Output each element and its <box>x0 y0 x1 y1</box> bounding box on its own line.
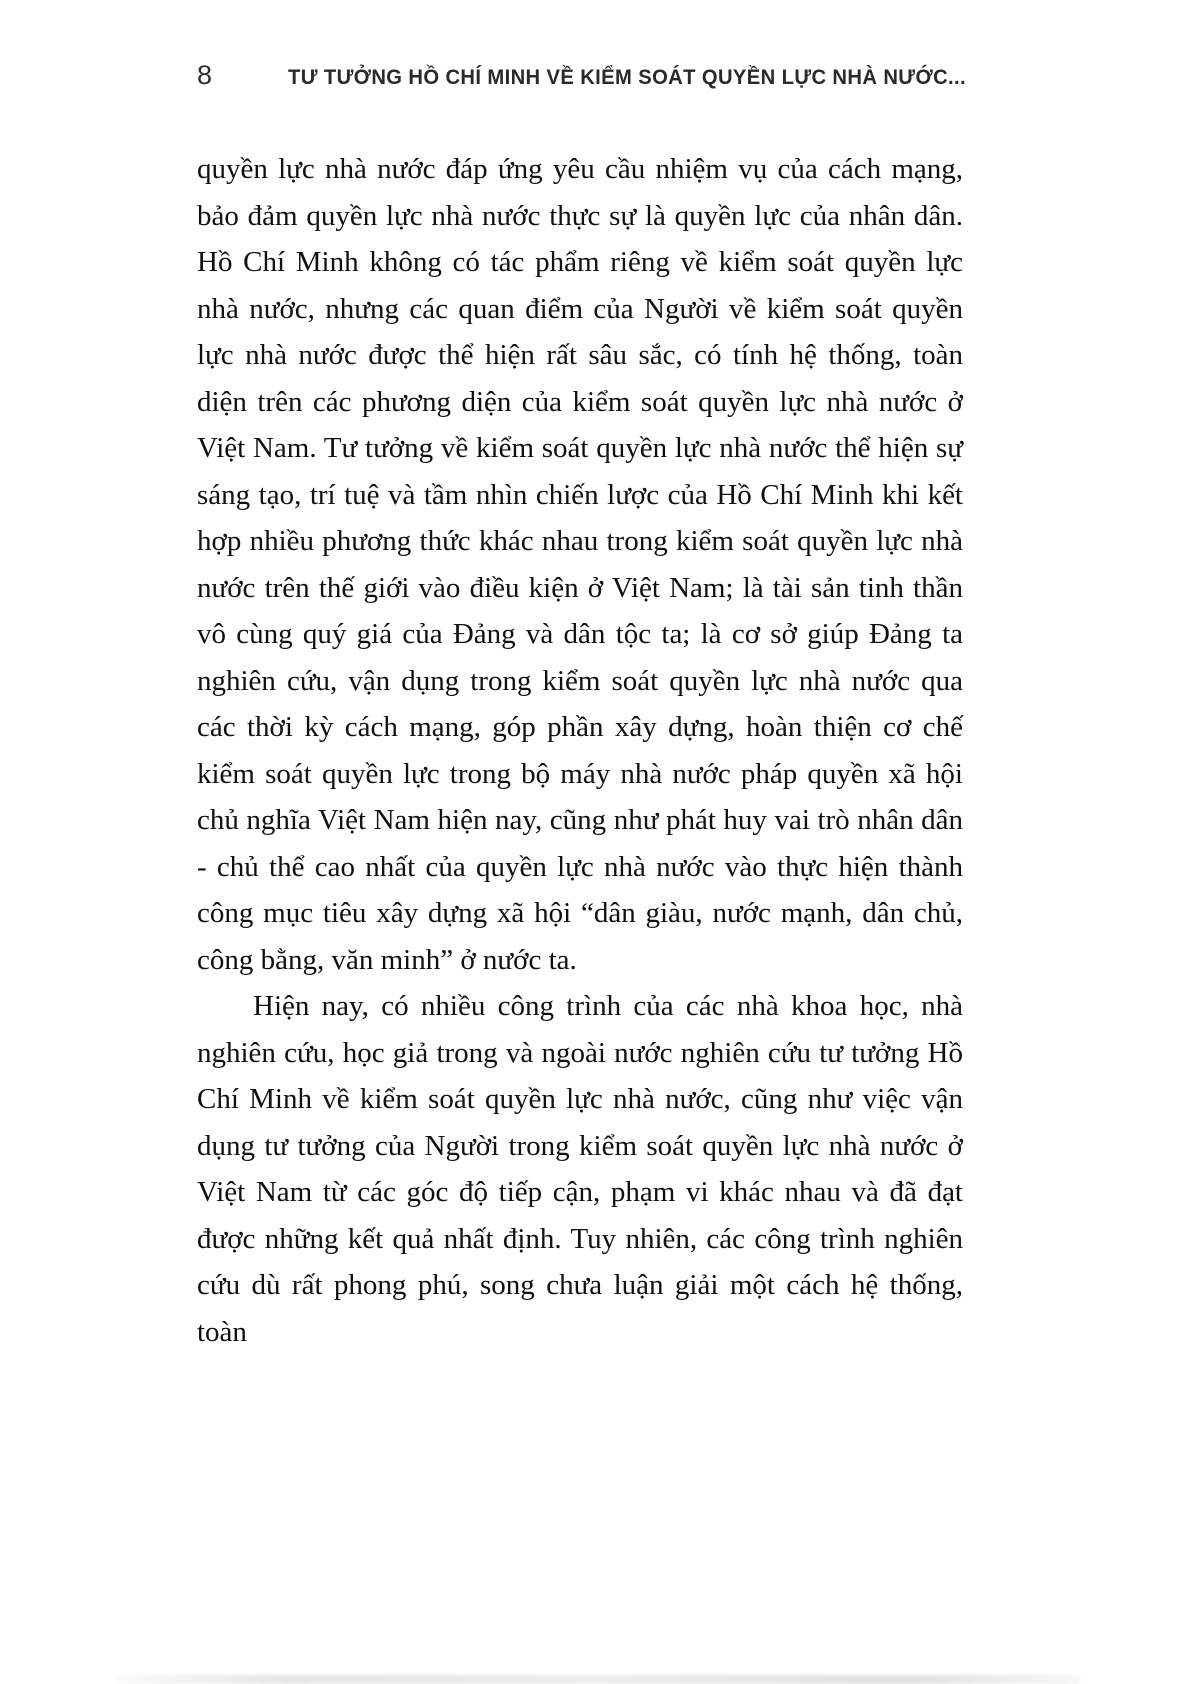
scan-edge-artifact <box>115 1675 1080 1684</box>
running-title: TƯ TƯỞNG HỒ CHÍ MINH VỀ KIỂM SOÁT QUYỀN LỰC NHÀ NƯỚC... <box>288 65 967 89</box>
page-header <box>197 60 967 91</box>
paragraph-continuation: quyền lực nhà nước đáp ứng yêu cầu nhiệm vụ của cách mạng, bảo đảm quyền lực nhà nước thực sự là quyền lực của nhân dân. Hồ Chí Minh không có tác phẩm riêng về kiểm soát quyền lực nhà nước, nhưng các quan điểm của Người về kiểm soát quyền lực nhà nước được thể hiện rất sâu sắc, có tính hệ thống, toàn diện trên các phương diện của kiểm soát quyền lực nhà nước ở Việt Nam. Tư tưởng về kiểm soát quyền lực nhà nước thể hiện sự sáng tạo, trí tuệ và tầm nhìn chiến lược của Hồ Chí Minh khi kết hợp nhiều phương thức khác nhau trong kiểm soát quyền lực nhà nước trên thế giới vào điều kiện ở Việt Nam; là tài sản tinh thần vô cùng quý giá của Đảng và dân tộc ta; là cơ sở giúp Đảng ta nghiên cứu, vận dụng trong kiểm soát quyền lực nhà nước qua các thời kỳ cách mạng, góp phần xây dựng, hoàn thiện cơ chế kiểm soát quyền lực trong bộ máy nhà nước pháp quyền xã hội chủ nghĩa Việt Nam hiện nay, cũng như phát huy vai trò nhân dân - chủ thể cao nhất của quyền lực nhà nước vào thực hiện thành công mục tiêu xây dựng xã hội “dân giàu, nước mạnh, dân chủ, công bằng, văn minh” ở nước ta. <box>197 153 963 976</box>
page-number: 8 <box>197 60 213 90</box>
paragraph: Hiện nay, có nhiều công trình của các nhà khoa học, nhà nghiên cứu, học giả trong và ngoài nước nghiên cứu tư tưởng Hồ Chí Minh về kiểm soát quyền lực nhà nước, cũng như việc vận dụng tư tưởng của Người trong kiểm soát quyền lực nhà nước ở Việt Nam từ các góc độ tiếp cận, phạm vi khác nhau và đã đạt được những kết quả nhất định. Tuy nhiên, các công trình nghiên cứu dù rất phong phú, song chưa luận giải một cách hệ thống, toàn <box>197 990 963 1348</box>
body-text <box>197 146 963 1355</box>
